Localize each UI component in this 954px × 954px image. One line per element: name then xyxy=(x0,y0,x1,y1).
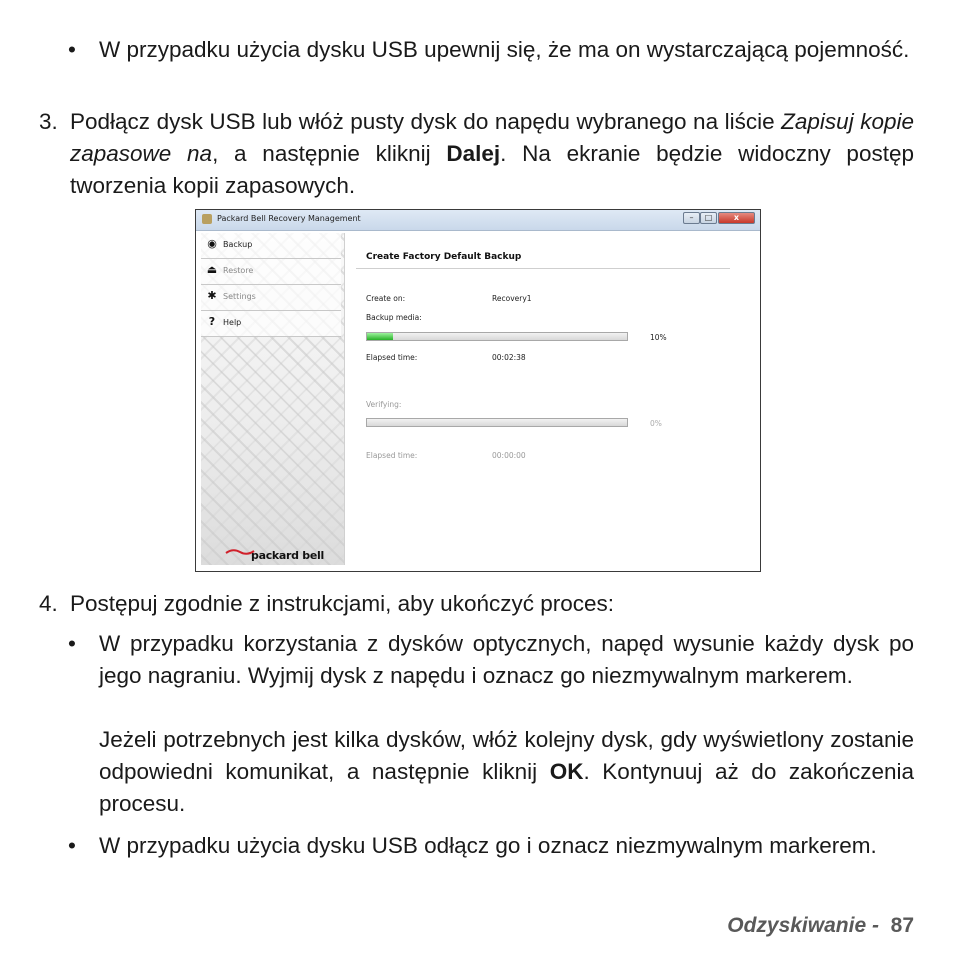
bullet-marker: • xyxy=(68,833,76,858)
optical-cont-part1: Jeżeli potrzebnych jest kilka dysków, włóż kolejny dysk, gdy wyświetlony zostanie odpowiedni komunikat, a następnie kliknij xyxy=(99,727,914,784)
question-icon: ? xyxy=(208,315,216,328)
step-3-part3: . Na ekranie będzie widoczny postęp tworzenia kopii zapasowych. xyxy=(70,141,914,198)
optical-cont-part2: . Kontynuuj aż do zakończenia procesu. xyxy=(99,759,915,816)
verify-progress-bar xyxy=(366,418,628,427)
page-footer xyxy=(727,914,914,938)
step-3-part2: , a następnie kliknij xyxy=(212,141,447,166)
sidebar-item-restore[interactable] xyxy=(201,259,341,285)
sidebar xyxy=(201,233,345,565)
bullet-marker: • xyxy=(68,631,76,656)
step-3-part1: Podłącz dysk USB lub włóż pusty dysk do napędu wybranego na liście xyxy=(70,109,782,134)
divider xyxy=(356,268,730,269)
bullet-usb-disconnect: W przypadku użycia dysku USB odłącz go i oznacz niezmywalnym markerem. xyxy=(99,833,877,858)
elapsed-time-value-2: 00:00:00 xyxy=(492,451,526,460)
gear-icon: ✱ xyxy=(207,289,217,302)
sidebar-item-label: Help xyxy=(223,318,242,327)
verify-progress-percent: 0% xyxy=(650,419,662,428)
close-button[interactable]: x xyxy=(718,212,755,224)
footer-section: Odzyskiwanie - xyxy=(727,914,885,937)
bullet-marker: • xyxy=(68,37,76,62)
panel-heading: Create Factory Default Backup xyxy=(366,252,522,262)
sidebar-item-label: Backup xyxy=(223,240,253,249)
bullet-optical-continued xyxy=(99,724,914,820)
window-titlebar xyxy=(196,210,760,231)
app-icon xyxy=(202,214,212,224)
backup-media-label: Backup media: xyxy=(366,313,422,322)
packard-bell-logo: packard bell xyxy=(251,549,324,562)
backup-panel xyxy=(346,233,752,565)
step-number: 4. xyxy=(39,591,58,616)
sidebar-item-backup[interactable] xyxy=(201,233,341,259)
step-number: 3. xyxy=(39,109,58,134)
backup-progress-percent: 10% xyxy=(650,333,667,342)
sidebar-item-label: Restore xyxy=(223,266,254,275)
sidebar-item-help[interactable] xyxy=(201,311,341,337)
sidebar-item-settings[interactable] xyxy=(201,285,341,311)
elapsed-time-label-2: Elapsed time: xyxy=(366,451,418,460)
verifying-label: Verifying: xyxy=(366,400,402,409)
save-backup-to-label: Zapisuj kopie zapasowe na xyxy=(70,109,915,166)
sidebar-item-label: Settings xyxy=(223,292,256,301)
bullet-usb-capacity: W przypadku użycia dysku USB upewnij się, że ma on wystarczającą pojemność. xyxy=(99,37,910,62)
ok-keyword: OK xyxy=(549,759,584,784)
step-3-text xyxy=(70,106,914,202)
backup-progress-bar xyxy=(366,332,628,341)
minimize-button[interactable]: – xyxy=(683,212,700,224)
next-keyword: Dalej xyxy=(446,141,501,166)
step-4-text: Postępuj zgodnie z instrukcjami, aby ukończyć proces: xyxy=(70,591,615,616)
page-number: 87 xyxy=(890,914,914,937)
create-on-value: Recovery1 xyxy=(492,294,532,303)
elapsed-time-value: 00:02:38 xyxy=(492,353,526,362)
restore-icon: ⏏ xyxy=(206,263,218,276)
bullet-optical-discs: W przypadku korzystania z dysków optycznych, napęd wysunie każdy dysk po jego nagraniu. Wyjmij dysk z napędu i oznacz go niezmywalnym markerem. xyxy=(99,631,914,688)
recovery-window-screenshot xyxy=(195,209,761,572)
elapsed-time-label: Elapsed time: xyxy=(366,353,418,362)
disc-icon: ◉ xyxy=(207,237,217,250)
create-on-label: Create on: xyxy=(366,294,406,303)
maximize-button[interactable]: □ xyxy=(700,212,717,224)
backup-progress-fill xyxy=(367,333,393,340)
window-title: Packard Bell Recovery Management xyxy=(217,214,361,223)
